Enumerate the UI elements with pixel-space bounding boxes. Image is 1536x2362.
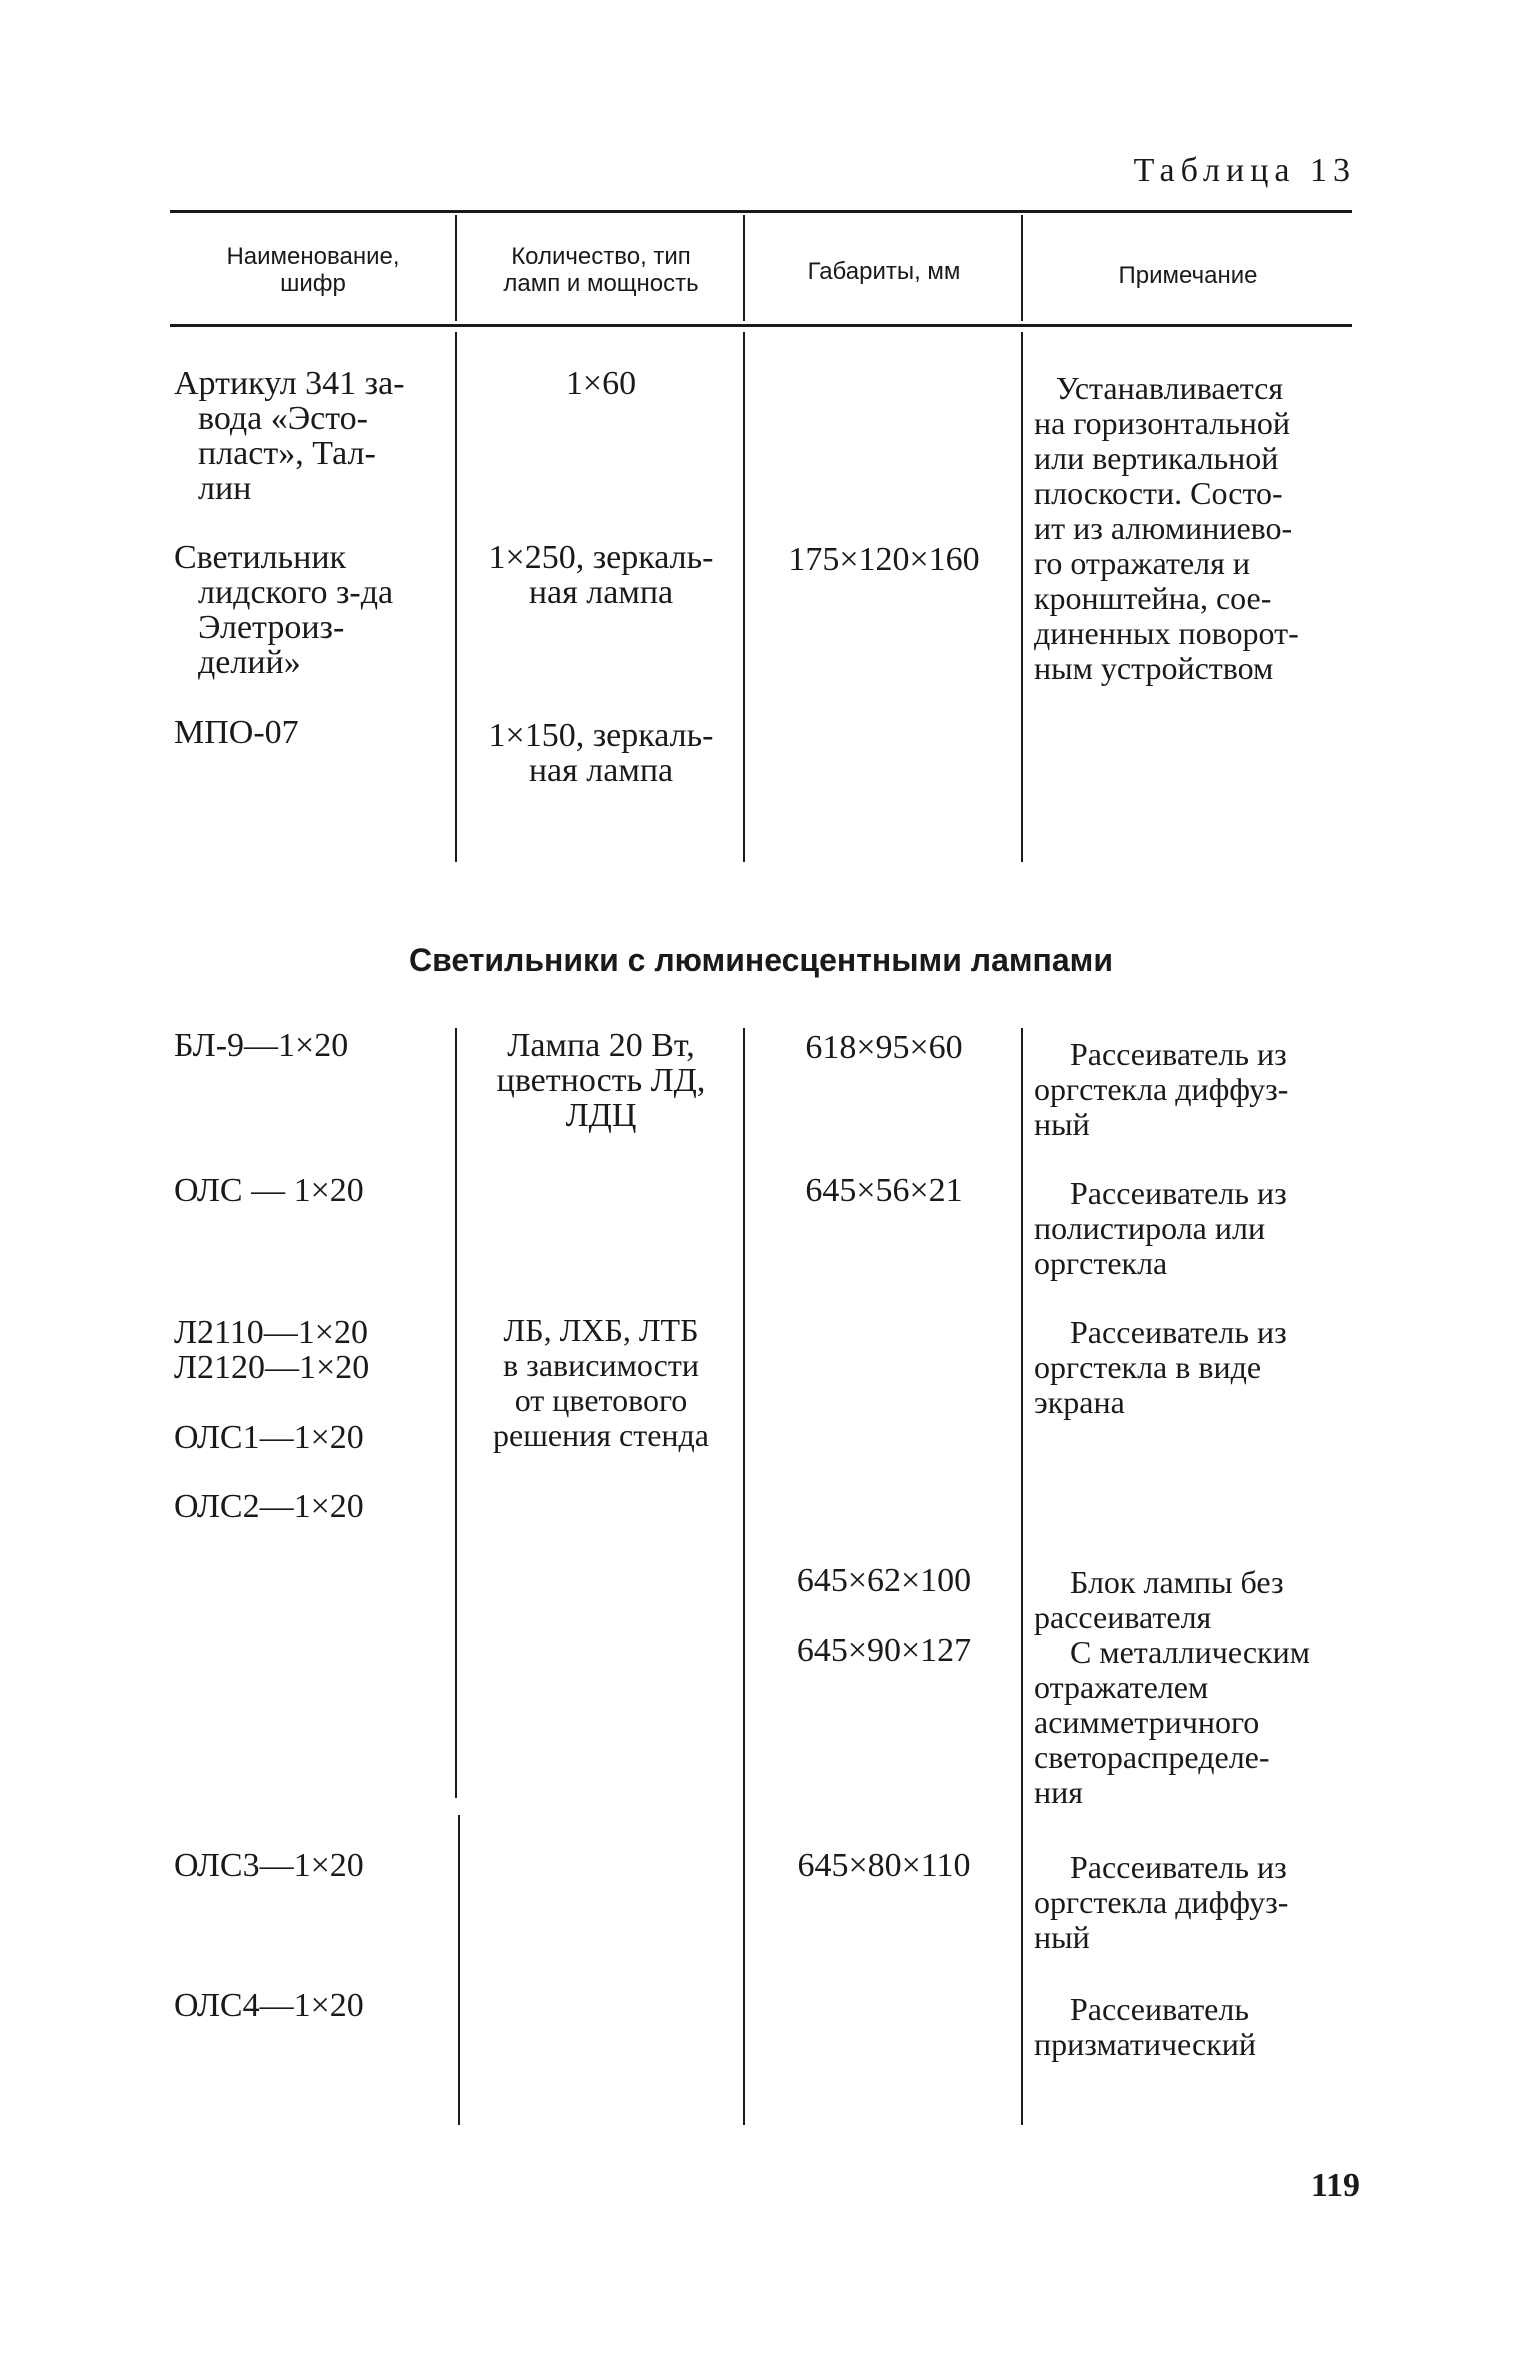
part2-divider-1b: [458, 1815, 460, 2125]
header-top-rule: [170, 210, 1352, 213]
part1-divider-3: [1021, 332, 1023, 862]
header-dims: Габариты, мм: [807, 258, 961, 285]
name-ols2: ОЛС2—1×20: [174, 1488, 364, 1525]
section-title: Светильники с люминесцентными лампами: [408, 942, 1114, 978]
header-qty: Количество, тип ламп и мощность: [503, 243, 699, 297]
note-2: Рассеиватель из полистирола или оргстекла: [1034, 1175, 1287, 1281]
header-divider-2: [743, 215, 745, 321]
name-bl9: БЛ-9—1×20: [174, 1027, 349, 1064]
row1-qty: 1×60: [565, 365, 637, 402]
name-l2120: Л2120—1×20: [174, 1349, 370, 1386]
header-note: Примечание: [1118, 262, 1258, 289]
header-divider-1: [455, 215, 457, 321]
dims-2: 645×56×21: [805, 1172, 963, 1209]
name-ols: ОЛС — 1×20: [174, 1172, 364, 1209]
row3-name: МПО-07: [174, 714, 299, 751]
row2-name: Светильник лидского з-да Элетроиз- делий»: [174, 539, 394, 681]
name-l2110: Л2110—1×20: [174, 1314, 368, 1351]
note-3: Рассеиватель из оргстекла в виде экрана: [1034, 1314, 1287, 1420]
note-5: С металлическим отражателем асимметричного светораспределе- ния: [1034, 1634, 1310, 1810]
name-ols3: ОЛС3—1×20: [174, 1847, 364, 1884]
part1-divider-1: [455, 332, 457, 862]
row2-qty: 1×250, зеркаль- ная лампа: [488, 539, 714, 611]
name-ols1: ОЛС1—1×20: [174, 1419, 364, 1456]
dims-4: 645×90×127: [796, 1632, 972, 1669]
header-name: Наименование, шифр: [226, 243, 400, 297]
note-6: Рассеиватель из оргстекла диффуз- ный: [1034, 1849, 1289, 1955]
dims-1: 618×95×60: [805, 1029, 963, 1066]
note-4: Блок лампы без рассеивателя: [1034, 1564, 1284, 1635]
dims-3: 645×62×100: [796, 1562, 972, 1599]
qty-lamp: Лампа 20 Вт, цветность ЛД, ЛДЦ: [496, 1027, 706, 1134]
part1-dims: 175×120×160: [788, 541, 980, 578]
note-7: Рассеиватель призматический: [1034, 1991, 1257, 2062]
note-1: Рассеиватель из оргстекла диффуз- ный: [1034, 1036, 1289, 1142]
header-bottom-rule: [170, 324, 1352, 327]
part2-divider-2: [743, 1028, 745, 2125]
dims-5: 645×80×110: [797, 1847, 971, 1884]
row1-name: Артикул 341 за- вода «Эсто- пласт», Тал- лин: [174, 365, 405, 507]
part1-note: Устанавливается на горизонтальной или вертикальной плоскости. Состо- ит из алюминиево- го отражателя и кронштейна, сое- диненных поворот- ным устройством: [1034, 370, 1299, 686]
name-ols4: ОЛС4—1×20: [174, 1987, 364, 2024]
page-number: 119: [1310, 2167, 1360, 2204]
row3-qty: 1×150, зеркаль- ная лампа: [488, 717, 714, 789]
part2-divider-1a: [455, 1028, 457, 1798]
table-label: Таблица 13: [1133, 152, 1356, 189]
header-divider-3: [1021, 215, 1023, 321]
qty-lb: ЛБ, ЛХБ, ЛТБ в зависимости от цветового решения стенда: [492, 1312, 709, 1453]
